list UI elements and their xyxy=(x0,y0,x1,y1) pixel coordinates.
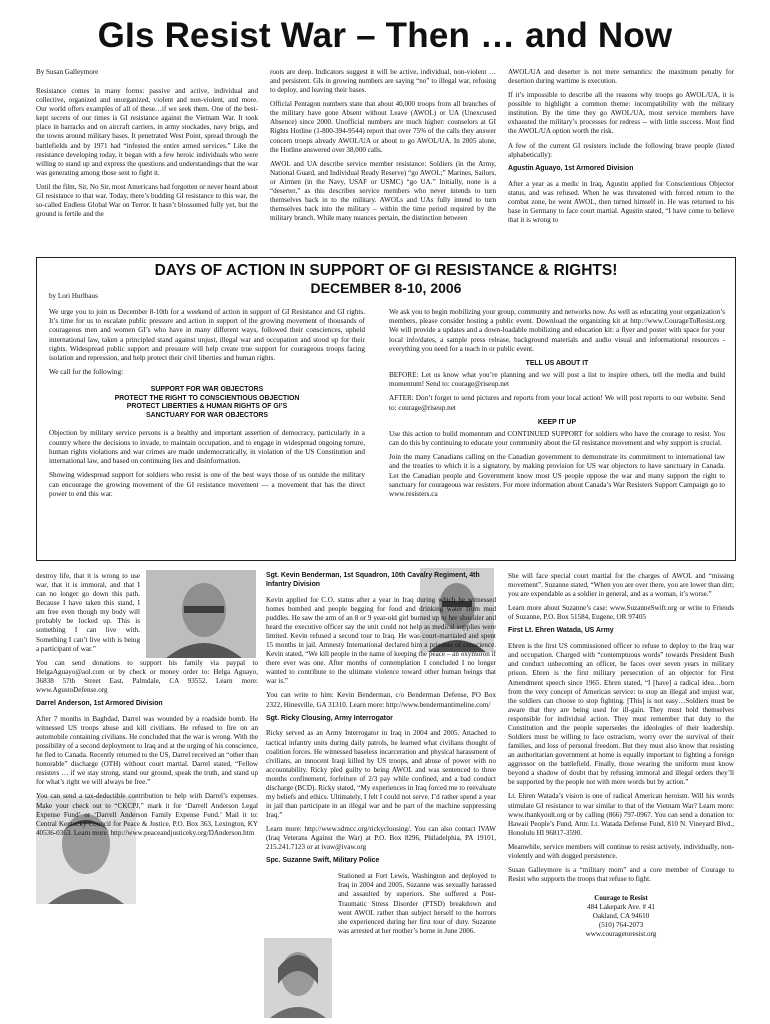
article-paragraph: destroy life, that it is wrong to use war, that it is immoral, and that I can no longer go down this path. Because I have taken this stand, I am free even though my body will probably be locked up. This is something I can live with. Something I can’t live with is being a participant of war.” xyxy=(36,572,140,653)
demand-item: SUPPORT FOR WAR OBJECTORS xyxy=(150,385,264,393)
article-paragraph: Official Pentagon numbers state that about 40,000 troops from all branches of the military have gone Absent without Leave (AWOL) or UA (Unexcused Absence) since 2000. Unofficial numbers are much higher: counselors at GI Rights Hotline (1-800-394-9544) report that over 75% of the calls they answer concern troops already AWOL/UA or about to go AWOL/UA. In 2005 alone, the Hotline answered over 38,000 calls. xyxy=(270,100,496,154)
demands-list xyxy=(49,386,365,422)
box-paragraph: Showing widespread support for soldiers who resist is one of the best ways those of us outside the military can encourage the growing movement of the GI resistance movement — a movement that has the direct power to end this war. xyxy=(49,471,365,498)
bottom-column-1 xyxy=(36,572,258,843)
article-paragraph: Kevin applied for C.O. status after a year in Iraq during which he witnessed homes bombed and people begging for food and drinking water from mud puddles. He saw the arm of an 8 or 9 year-old girl burned up to her shoulder and heard the executive officer say the unit could not help as medical supplies were limited. Kevin refused a second tour to Iraq. He was court-martialed and spent 15 months in jail. Amnesty International declared him a prisoner of conscience. Kevin stated, “We kill people in the name of keeping the peace – an oxymoron if there ever was one. After months of contemplation I concluded I no longer wanted to contribute to the ultimate violence toward other human beings that war is.” xyxy=(266,595,496,686)
article-paragraph: You can send donations to support his family via paypal to HelgaAguayo@aol.com or by check or money order to: Helga Aguayo, 36838 57th Street East, Palmdale, CA 93552. Learn more: www.AgustoDefense.org xyxy=(36,658,258,694)
demand-item: SANCTUARY FOR WAR OBJECTORS xyxy=(146,412,268,420)
contact-line: (510) 764-2073 xyxy=(598,921,644,930)
box-heading: DAYS OF ACTION IN SUPPORT OF GI RESISTANCE & RIGHTS! xyxy=(154,262,618,279)
page-title: GIs Resist War – Then … and Now xyxy=(97,16,673,55)
contact-block xyxy=(508,894,734,939)
article-paragraph: Learn more: http://www.sdmcc.org/rickyclousing/. You can also contact IVAW (Iraq Veterans Against the War) at P.O. Box 8296, Philadelphia, PA 19101, 215.241.7123 or at ivaw@ivaw.org xyxy=(266,825,496,852)
keep-it-up-heading: KEEP IT UP xyxy=(537,418,577,426)
resister-heading: Sgt. Ricky Clousing, Army Interrogator xyxy=(266,714,393,722)
box-byline: by Lori Hurlbaus xyxy=(49,292,98,300)
article-paragraph: If it’s impossible to describe all the reasons why troops go AWOL/UA, it is possible to highlight a common theme: incompatibility with the military institution. By the time they go AWOL/UA, most service members have exhausted the military’s processes for redress -- with little success. Most find the AWOL/UA option worth the risk. xyxy=(508,91,734,136)
article-paragraph: Learn more about Suzanne’s case: www.SuzanneSwift.org or write to Friends of Suzanne, P.O. Box 51584, Eugene, OR 97405 xyxy=(508,604,734,622)
article-paragraph: You can write to him: Kevin Benderman, c/o Benderman Defense, PO Box 2322, Hinesville, GA 31310. Learn more: http://www.bendermantimeline.com/ xyxy=(266,691,496,709)
article-paragraph: After 7 months in Baghdad, Darrel was wounded by a roadside bomb. He witnessed US troops abuse and kill civilians. He refused to fire on an automobile containing civilians. He concluded that the war is wrong. With the possibility of a second deployment to Iraq and at the urging of his conscience, he fled to Canada. Recently returned to the US, Darrel received an “other than honorable” discharge (OTH) without court martial. Darrel stated, “Fellow resisters … if we stay strong, stand our ground, speak the truth, and stand up for what’s right we will always be free.” xyxy=(36,714,258,787)
bottom-column-3 xyxy=(508,572,734,940)
contact-website-link[interactable]: www.couragetoresist.org xyxy=(585,930,657,939)
article-paragraph: AWOL and UA describe service member resistance: Soldiers (in the Army, National Guard, and Individual Ready Reserve) “go AWOL;” Marines, Sailors, or Airmen (in the Navy, USAF or USMC) “go UA.” Initially, none is a “deserter,” as this describes service members who never intends to turn themselves back in to the military. AWOLs and UAs fully intend to turn themselves back into the military – within the time period required by the military branch. While many nuances pertain, the distinction between xyxy=(270,159,496,223)
article-paragraph: roots are deep. Indicators suggest it will be active, individual, non-violent … and persistent. GIs in growing numbers are saying “no” to illegal war, refusing to deploy, and leaving their bases. xyxy=(270,68,496,95)
tell-us-heading: TELL US ABOUT IT xyxy=(525,360,589,368)
box-left-column xyxy=(49,308,365,504)
article-paragraph: A few of the current GI resisters include the following brave people (listed alphabetically): xyxy=(508,141,734,159)
article-byline: By Susan Galleymore xyxy=(36,68,99,76)
article-paragraph: Stationed at Fort Lewis, Washington and deployed to Iraq in 2004 and 2005, Suzanne was sexually harassed and assaulted by superiors. She suffered a Post-Traumatic Stress Disorder (PTSD) breakdown and went AWOL rather than subject herself to the horrors she experienced during her first tour of duty. Suzanne was arrested at her mother’s home in June 2006. xyxy=(338,872,496,935)
article-paragraph: After a year as a medic in Iraq, Agustin applied for Conscientious Objector status, and was refused. When he was threatened with forced return to the combat zone, he went AWOL, then turned himself in. He was returned to his base in Germany to face court martial. Agustin stated, “I have come to believe that it is wrong to xyxy=(508,179,734,224)
article-paragraph: AWOL/UA and deserter is not mere semantics: the maximum penalty for desertion during wartime is execution. xyxy=(508,68,734,86)
article-paragraph: Lt. Ehren Watada’s vision is one of radical American heroism. Will his words stimulate GI resistance to war similar to that of the Vietnam War? Learn more: www.thankyoult.org or by calling (866) 797-0967. You can send a donation to: Hawaii People’s Fund, Attn: Lt. Watada Defense Fund, 810 N. Vineyard Blvd., Honolulu HI 96817-3590. xyxy=(508,792,734,837)
suzanne-swift-photo xyxy=(264,938,332,1018)
contact-line: 484 Lakepark Ave. # 41 xyxy=(587,903,655,912)
demand-item: PROTECT LIBERTIES & HUMAN RIGHTS OF GI’S xyxy=(126,403,288,411)
resister-heading: First Lt. Ehren Watada, US Army xyxy=(508,627,614,635)
author-note: Susan Galleymore is a “military mom” and a core member of Courage to Resist who supports the troops that refuse to fight. xyxy=(508,866,734,884)
box-paragraph: Objection by military service persons is a healthy and important assertion of democracy, particularly in a country where the decisions to invade, to maintain occupation, and to engage in widespread ongoing torture, human rights violations and war crimes are made undemocratically, in violation of the US Constitution and international law, and based on continuing lies and disinformation. xyxy=(49,429,365,466)
article-paragraph: You can send a tax-deductible contribution to help with Darrel’s expenses. Make your check out to “CKCPJ,” mark it for ‘Darrell Anderson Legal Expense Fund’ or ‘Darrell Anderson Family Expense Fund.’ Mail it to: Central Kentucky Council for Peace & Justice, P.O. Box 363, Lexington, KY 40536-0363. Learn more: http://www.peaceandjusticeky.org/DAnderson.htm xyxy=(36,792,258,837)
resister-heading: Sgt. Kevin Benderman, 1st Squadron, 10th Cavalry Regiment, 4th Infantry Division xyxy=(266,572,480,588)
article-paragraph: Resistance comes in many forms: passive and active, individual and collective, organized and unorganized, violent and non-violent, and more. Our world offers examples of all of these…if we seek them. One of the best-kept secrets of our times is GI resistance against the Vietnam War. It took place in barracks and on aircraft carriers, in army stockades, navy brigs, and the towns around military bases. It penetrated West Point, spread through the battlefields and by 1971 had “infested the entire armed services.” Like the resistance developing today, it began with a few heroic individuals who were willing to stand up and express the questions and understandings that the war was generating among those sent to fight it. xyxy=(36,87,258,177)
bottom-column-2 xyxy=(266,572,496,941)
box-dates: DECEMBER 8-10, 2006 xyxy=(310,280,462,296)
top-column-3 xyxy=(508,68,734,230)
article-paragraph: Until the film, Sir, No Sir, most Americans had forgotten or never heard about GI resistance to that war. Today, there’s budding GI resistance to this war, the so-called Endless Global War on Terror. It hasn’t blossomed fully yet, but the ground is fertile and the xyxy=(36,182,258,219)
contact-line: Oakland, CA 94610 xyxy=(592,912,650,921)
demand-item: PROTECT THE RIGHT TO CONSCIENTIOUS OBJECTION xyxy=(114,394,300,402)
article-paragraph: She will face special court martial for the charges of AWOL and “missing movement”. Suzanne stated, “When you are over there, you are lower than dirt; you are expendable as a soldier in general, and as a woman, it’s worse.” xyxy=(508,572,734,599)
contact-org: Courage to Resist xyxy=(594,894,648,903)
box-right-column xyxy=(389,308,725,504)
resister-heading: Agustin Aguayo, 1st Armored Division xyxy=(508,164,634,172)
top-column-2 xyxy=(270,68,496,228)
box-paragraph: We ask you to begin mobilizing your group, community and networks now. As well as educating your organization’s members, please consider hosting a public event. Download the organizing kit at http://www.CourageToResist.org We will provide a updates and a down-loadable mobilizing and education kit: a flyer and poster with space for your local info/dates, a sample press release, background materials and audio visual and informational resources - everything you need for a teach in or public event. xyxy=(389,308,725,353)
article-paragraph: Ricky served as an Army Interrogator in Iraq in 2004 and 2005. Attached to tactical infantry units during daily patrols, he learned what civilians thought of coalition forces. He witnessed baseless incarceration and physical harassment of civilians, an innocent Iraqi killed by US troops, and abuse of power with no accountability. Ricky pled guilty to being AWOL and was sentenced to three months confinement, forfeiture of 2/3 pay while confined, and a bad conduct discharge (BCD). Ricky stated, “My experiences in Iraq forced me to reevaluate my beliefs and ethics. Ultimately, I felt I could not serve. I’d rather spend a year in jail than participate in an illegal war and be part of the machine suppressing Iraq.” xyxy=(266,729,496,820)
portrait-illustration xyxy=(264,938,332,1018)
box-paragraph: Use this action to build momentum and CONTINUED SUPPORT for soldiers who have the courage to resist. You can do this by continuing to educate your community about the GI resistance movement and why support is crucial. xyxy=(389,429,725,447)
box-paragraph: We call for the following: xyxy=(49,368,124,377)
box-paragraph: We urge you to join us December 8-10th for a weekend of action in support of GI Resistance and GI rights. It’s time for us to escalate public pressure and action in support of the growing movement of thousands of courageous men and women GI’s who have in many different ways, followed their consciences, upheld international law, taken a principled stand against unjust, illegal war and occupation and stood up for their rights. Widespread public support and pressure will help create true support for courageous troops facing isolation and repression, and help protect their civil liberties and human rights. xyxy=(49,308,365,363)
top-column-1 xyxy=(36,68,258,224)
box-paragraph: BEFORE: Let us know what you’re planning and we will post a list to inspire others, tell the media and build momentum! Send to: courage@riseup.net xyxy=(389,370,725,389)
resister-heading: Darrel Anderson, 1st Armored Division xyxy=(36,700,163,708)
article-paragraph: Meanwhile, service members will continue to resist actively, individually, non-violently and with dogged persistence. xyxy=(508,842,734,860)
article-paragraph: Ehren is the first US commissioned officer to refuse to deploy to the Iraq war and occupation. Charged with “contemptuous words” towards President Bush and conduct unbecoming an officer, he faces over seven years in military prison. Ehren is the first military persecution of an objector for First Amendment speech since 1965. Ehren stated, “I [have] a radical idea…born from the very concept of American service: to stop an illegal and unjust war, the soldiers can choose to stop fighting. [This] is not easy…Soldiers must be aware that they are being used for ill-gain. They must hold themselves responsible for individual action. They must remember that duty to the Constitution and the people supersedes the ideologies of their leadership. Soldiers must be willing to face ostracism, worry over the survival of their families, and loss of personal freedom. But they must also know that resisting an authoritarian government at home is equally important to fighting a foreign aggressor on the battlefield. Finally, those wearing the uniform must know beyond a shadow of doubt that by refusing immoral and illegal orders they’ll be supported by the people not with mere words but by action.” xyxy=(508,642,734,787)
box-paragraph: AFTER: Don’t forget to send pictures and reports from your local action! We will post reports to our website. Send to: courage@riseup.net xyxy=(389,394,725,412)
resister-heading: Spc. Suzanne Swift, Military Police xyxy=(266,857,380,865)
box-paragraph: Join the many Canadians calling on the Canadian government to demonstrate its commitment to international law and the treaties to which it is a signatory, by making provision for US war objectors to have sanctuary in Canada. Let the Canadian people and Government know most US people oppose the war and many support the right to sanctuary for courageous war resisters. For more information about Canada’s War Resisters Support Campaign go to www.resisters.ca xyxy=(389,453,725,498)
days-of-action-box xyxy=(36,257,736,561)
